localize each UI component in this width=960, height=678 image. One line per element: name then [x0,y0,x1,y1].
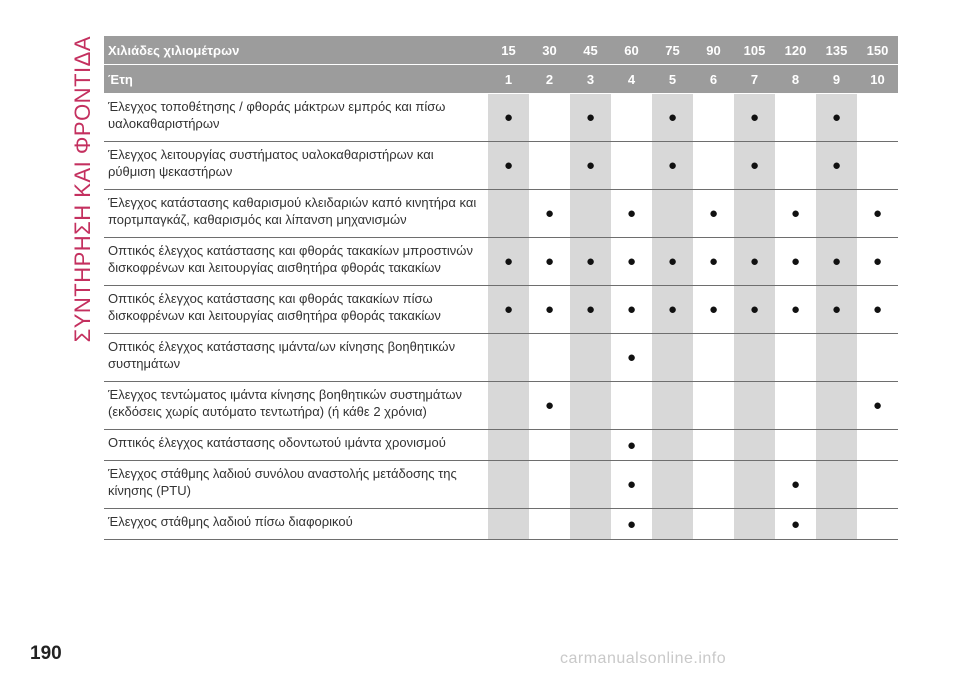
year-value: 2 [529,65,570,94]
empty-cell [693,509,734,540]
table-row [104,334,898,382]
empty-cell [775,142,816,190]
check-bullet-cell: ● [626,205,637,222]
check-bullet-cell: ● [570,238,611,286]
empty-cell [529,142,570,190]
check-bullet-cell: ● [872,205,883,222]
empty-cell [570,461,611,509]
years-header-row [104,65,898,94]
km-value: 90 [693,36,734,65]
empty-cell [611,94,652,142]
check-bullet-cell: ● [570,286,611,334]
empty-cell [816,430,857,461]
check-bullet-cell: ● [626,301,637,318]
check-bullet-cell: ● [626,436,637,454]
check-bullet-cell: ● [544,301,555,318]
empty-cell [816,190,857,238]
empty-cell [693,94,734,142]
empty-cell [529,334,570,382]
empty-cell [857,334,898,382]
check-bullet-cell: ● [626,253,637,270]
empty-cell [652,334,693,382]
empty-cell [652,190,693,238]
check-bullet-cell: ● [626,515,637,533]
empty-cell [693,461,734,509]
km-value: 150 [857,36,898,65]
operation-description: Οπτικός έλεγχος κατάστασης και φθοράς τακακίων μπροστινών δισκοφρένων και λειτουργίας αισθητήρα φθοράς τακακίων [108,243,473,275]
empty-cell [775,334,816,382]
year-value: 8 [775,65,816,94]
km-value: 120 [775,36,816,65]
check-bullet-cell: ● [816,286,857,334]
check-bullet-cell: ● [790,476,801,493]
empty-cell [693,334,734,382]
empty-cell [488,382,529,430]
table-row [104,382,898,430]
empty-cell [857,509,898,540]
km-value: 60 [611,36,652,65]
empty-cell [775,94,816,142]
check-bullet-cell: ● [652,142,693,190]
check-bullet-cell: ● [708,205,719,222]
check-bullet-cell: ● [734,238,775,286]
check-bullet-cell: ● [488,238,529,286]
check-bullet-cell: ● [570,94,611,142]
check-bullet-cell: ● [872,253,883,270]
empty-cell [775,430,816,461]
km-value: 75 [652,36,693,65]
empty-cell [734,430,775,461]
check-bullet-cell: ● [708,301,719,318]
check-bullet-cell: ● [872,397,883,414]
km-value: 135 [816,36,857,65]
operation-description: Έλεγχος κατάστασης καθαρισμού κλειδαριών καπό κινητήρα και πορτμπαγκάζ, καθαρισμός και λίπανση μηχανισμών [108,195,477,227]
check-bullet-cell: ● [816,142,857,190]
empty-cell [857,94,898,142]
empty-cell [488,334,529,382]
check-bullet-cell: ● [544,253,555,270]
section-title-vertical: ΣΥΝΤΗΡΗΣΗ ΚΑΙ ΦΡΟΝΤΙΔΑ [70,36,95,343]
empty-cell [652,382,693,430]
empty-cell [816,509,857,540]
empty-cell [611,382,652,430]
empty-cell [857,461,898,509]
empty-cell [816,382,857,430]
check-bullet-cell: ● [734,142,775,190]
km-value: 105 [734,36,775,65]
km-value: 15 [488,36,529,65]
empty-cell [693,142,734,190]
empty-cell [529,430,570,461]
operation-description: Οπτικός έλεγχος κατάστασης και φθοράς τακακίων πίσω δισκοφρένων και λειτουργίας αισθητήρα φθοράς τακακίων [108,291,441,323]
table-row [104,190,898,238]
empty-cell [857,142,898,190]
empty-cell [488,190,529,238]
km-header-row [104,36,898,65]
operation-description: Οπτικός έλεγχος κατάστασης οδοντωτού ιμάντα χρονισμού [108,435,446,450]
years-header-label: Έτη [104,65,488,94]
year-value: 1 [488,65,529,94]
table-row [104,430,898,461]
empty-cell [570,334,611,382]
empty-cell [529,461,570,509]
check-bullet-cell: ● [816,94,857,142]
year-value: 6 [693,65,734,94]
empty-cell [488,509,529,540]
empty-cell [529,509,570,540]
table-row [104,286,898,334]
empty-cell [570,190,611,238]
operation-description: Έλεγχος τοποθέτησης / φθοράς μάκτρων εμπρός και πίσω υαλοκαθαριστήρων [108,99,446,131]
table-row [104,238,898,286]
empty-cell [734,509,775,540]
check-bullet-cell: ● [488,286,529,334]
empty-cell [734,334,775,382]
empty-cell [570,382,611,430]
operation-description: Οπτικός έλεγχος κατάστασης ιμάντα/ων κίνησης βοηθητικών συστημάτων [108,339,456,371]
check-bullet-cell: ● [708,253,719,270]
check-bullet-cell: ● [816,238,857,286]
year-value: 10 [857,65,898,94]
empty-cell [775,382,816,430]
year-value: 3 [570,65,611,94]
empty-cell [816,334,857,382]
km-header-label: Χιλιάδες χιλιομέτρων [104,36,488,65]
check-bullet-cell: ● [626,349,637,366]
empty-cell [488,461,529,509]
check-bullet-cell: ● [734,94,775,142]
empty-cell [734,461,775,509]
year-value: 7 [734,65,775,94]
empty-cell [652,509,693,540]
empty-cell [611,142,652,190]
check-bullet-cell: ● [734,286,775,334]
check-bullet-cell: ● [488,94,529,142]
empty-cell [488,430,529,461]
empty-cell [652,430,693,461]
empty-cell [857,430,898,461]
table-row [104,509,898,540]
check-bullet-cell: ● [488,142,529,190]
empty-cell [529,94,570,142]
check-bullet-cell: ● [790,205,801,222]
check-bullet-cell: ● [652,286,693,334]
operation-description: Έλεγχος τεντώματος ιμάντα κίνησης βοηθητικών συστημάτων (εκδόσεις χωρίς αυτόματο τεντωτήρα) (ή κάθε 2 χρόνια) [108,387,463,419]
check-bullet-cell: ● [790,515,801,533]
operation-description: Έλεγχος στάθμης λαδιού πίσω διαφορικού [108,514,353,529]
empty-cell [816,461,857,509]
watermark-text: carmanualsonline.info [560,650,727,667]
operation-description: Έλεγχος στάθμης λαδιού συνόλου αναστολής μετάδοσης της κίνησης (PTU) [108,466,457,498]
check-bullet-cell: ● [790,301,801,318]
table-row [104,461,898,509]
year-value: 4 [611,65,652,94]
empty-cell [693,382,734,430]
empty-cell [693,430,734,461]
check-bullet-cell: ● [544,205,555,222]
km-value: 45 [570,36,611,65]
check-bullet-cell: ● [652,238,693,286]
page-number: 190 [30,643,62,664]
check-bullet-cell: ● [570,142,611,190]
check-bullet-cell: ● [652,94,693,142]
empty-cell [570,509,611,540]
empty-cell [734,382,775,430]
check-bullet-cell: ● [790,253,801,270]
check-bullet-cell: ● [872,301,883,318]
empty-cell [734,190,775,238]
empty-cell [570,430,611,461]
table-row [104,94,898,142]
maintenance-schedule-table [104,36,898,540]
table-row [104,142,898,190]
year-value: 9 [816,65,857,94]
check-bullet-cell: ● [626,476,637,493]
check-bullet-cell: ● [544,397,555,414]
km-value: 30 [529,36,570,65]
year-value: 5 [652,65,693,94]
empty-cell [652,461,693,509]
operation-description: Έλεγχος λειτουργίας συστήματος υαλοκαθαριστήρων και ρύθμιση ψεκαστήρων [108,147,434,179]
